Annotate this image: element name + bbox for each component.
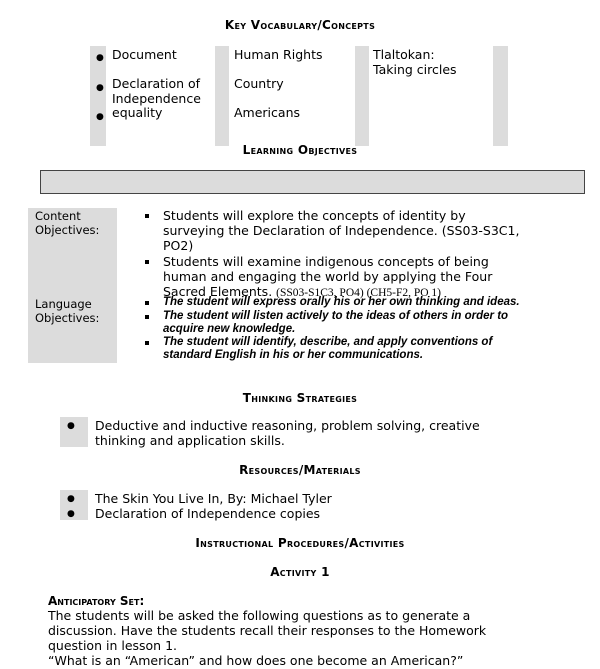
table-cell-shade bbox=[215, 46, 229, 146]
vocab-term: Human Rights bbox=[234, 47, 323, 62]
line: surveying the Declaration of Independence. (SS03-S3C1, bbox=[163, 223, 520, 238]
label-line: Language bbox=[35, 297, 92, 311]
bullet-icon bbox=[145, 315, 149, 319]
thinking-text bbox=[95, 418, 480, 448]
standards-code: (SS03-S1C3, PO4) (CH5-F2, PO 1) bbox=[276, 287, 442, 299]
bullet-icon bbox=[145, 260, 149, 264]
bullet-icon: ● bbox=[96, 83, 104, 93]
line: PO2) bbox=[163, 238, 194, 253]
anticipatory-set-heading: Anticipatory Set: bbox=[48, 594, 145, 608]
language-label bbox=[35, 297, 99, 325]
resource-item: Declaration of Independence copies bbox=[95, 506, 321, 521]
objectives-banner bbox=[40, 170, 585, 194]
line: question in lesson 1. bbox=[48, 638, 178, 653]
line: discussion. Have the students recall their responses to the Homework bbox=[48, 623, 487, 638]
line: thinking and application skills. bbox=[95, 433, 285, 448]
objective-item: The student will express orally his or her own thinking and ideas. bbox=[163, 296, 520, 308]
activity-heading: Activity 1 bbox=[270, 565, 330, 579]
bullet-icon: ● bbox=[67, 509, 75, 519]
line: The student will listen actively to the ideas of others in order to bbox=[163, 310, 509, 322]
line: human and engaging the world by applying the Four bbox=[163, 269, 493, 284]
line: Students will examine indigenous concepts of being bbox=[163, 254, 489, 269]
objective-item bbox=[163, 208, 519, 253]
vocab-heading: Key Vocabulary/Concepts bbox=[224, 18, 376, 32]
vocab-term: Taking circles bbox=[373, 62, 457, 77]
line: The student will identify, describe, and apply conventions of bbox=[163, 336, 493, 348]
line: acquire new knowledge. bbox=[163, 323, 296, 335]
objective-item bbox=[163, 336, 492, 362]
bullet-icon: ● bbox=[67, 494, 75, 504]
bullet-icon bbox=[145, 214, 149, 218]
vocab-term: Tlaltokan: bbox=[373, 47, 435, 62]
line: Deductive and inductive reasoning, problem solving, creative bbox=[95, 418, 480, 433]
anticipatory-set-text bbox=[48, 608, 486, 668]
vocab-term: Document bbox=[112, 47, 177, 62]
table-cell-shade bbox=[355, 46, 369, 146]
vocab-term: equality bbox=[112, 105, 163, 120]
procedures-heading: Instructional Procedures/Activities bbox=[195, 536, 405, 550]
vocab-term: Declaration of bbox=[112, 76, 201, 91]
label-line: Objectives: bbox=[35, 223, 100, 237]
content-label bbox=[35, 209, 99, 237]
vocab-term: Americans bbox=[234, 105, 300, 120]
vocab-term: Country bbox=[234, 76, 284, 91]
bullet-icon bbox=[145, 301, 149, 305]
line: “What is an “American” and how does one become an American?” bbox=[48, 653, 464, 668]
vocab-term: Independence bbox=[112, 91, 201, 106]
line: Sacred Elements. bbox=[163, 284, 273, 299]
resource-item: The Skin You Live In, By: Michael Tyler bbox=[95, 491, 332, 506]
line: Students will explore the concepts of identity by bbox=[163, 208, 466, 223]
objective-item bbox=[163, 254, 492, 301]
label-line: Objectives: bbox=[35, 311, 100, 325]
line: standard English in his or her communications. bbox=[163, 349, 424, 361]
objectives-heading: Learning Objectives bbox=[242, 143, 358, 157]
bullet-icon: ● bbox=[96, 53, 104, 63]
label-line: Content bbox=[35, 209, 81, 223]
resources-heading: Resources/Materials bbox=[239, 463, 361, 477]
bullet-icon: ● bbox=[96, 112, 104, 122]
objective-item bbox=[163, 310, 508, 336]
table-cell-shade bbox=[493, 46, 508, 146]
bullet-icon bbox=[145, 341, 149, 345]
line: The students will be asked the following questions as to generate a bbox=[48, 608, 471, 623]
thinking-heading: Thinking Strategies bbox=[242, 391, 358, 405]
bullet-icon: ● bbox=[67, 421, 75, 431]
